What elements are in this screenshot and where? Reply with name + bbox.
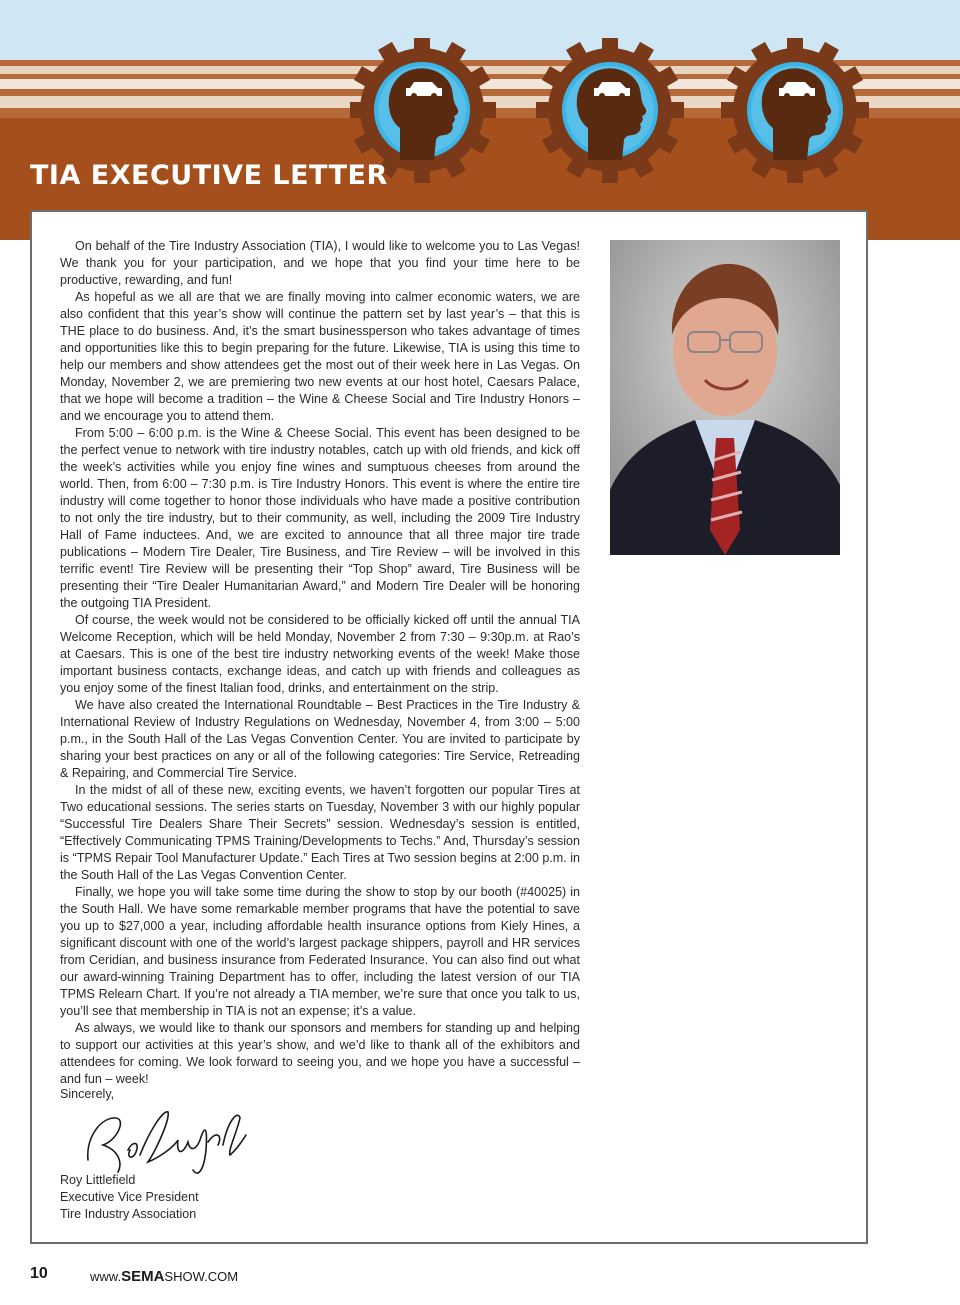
signatory-name: Roy Littlefield xyxy=(60,1173,136,1187)
closing-salutation: Sincerely, xyxy=(60,1087,115,1101)
letter-paragraph: On behalf of the Tire Industry Association (TIA), I would like to welcome you to Las Vegas! We thank you for your participation, and we hope that you find your time here to be productive, rewarding, and fun! xyxy=(60,239,580,287)
page-number: 10 xyxy=(30,1265,48,1282)
signatory-organization: Tire Industry Association xyxy=(60,1207,197,1221)
site-url[interactable] xyxy=(90,1268,238,1285)
page-title: TIA EXECUTIVE LETTER xyxy=(30,160,388,191)
page-footer xyxy=(30,1265,239,1285)
gear-head-icon xyxy=(721,38,869,183)
letter-body xyxy=(60,238,580,1088)
signatory-title: Executive Vice President xyxy=(60,1190,199,1204)
letter-paragraph: As hopeful as we all are that we are finally moving into calmer economic waters, we are also confident that this year’s show will continue the pattern set by last year’s – that this is THE place to do business. And, it’s the smart businessperson who takes advantage of times and opportunities like this to begin preparing for the future. Likewise, TIA is using this time to help our members and show attendees get the most out of their week here in Las Vegas. On Monday, November 2, we are premiering two new events at our host hotel, Caesars Palace, that we hope will become a tradition – the Wine & Cheese Social and Tire Industry Honors – and we encourage you to attend them. xyxy=(60,290,580,423)
letter-paragraph: In the midst of all of these new, exciting events, we haven’t forgotten our popular Tires at Two educational sessions. The series starts on Tuesday, November 3 with our highly popular “Successful Tire Dealers Share Their Secrets” session. Wednesday’s session is entitled, “Effectively Communicating TPMS Training/Developments to Techs.” And, Thursday’s session is “TPMS Repair Tool Manufacturer Update.” Each Tires at Two session begins at 2:00 p.m. in the South Hall of the Las Vegas Convention Center. xyxy=(60,783,580,882)
gear-logos xyxy=(350,38,870,183)
signatory-block xyxy=(60,1172,199,1223)
letter-paragraph: Of course, the week would not be considered to be officially kicked off until the annual TIA Welcome Reception, which will be held Monday, November 2 from 7:30 – 9:30p.m. at Rao’s at Caesars. This is one of the best tire industry networking events of the week! Make those important business contacts, exchange ideas, and catch up with friends and colleagues as you enjoy some of the finest Italian food, drinks, and entertainment on the strip. xyxy=(60,613,580,695)
letter-paragraph: Finally, we hope you will take some time during the show to stop by our booth (#40025) in the South Hall. We have some remarkable member programs that have the potential to save you up to $27,000 a year, including affordable health insurance options from Kiely Hines, a significant discount with one of the world’s largest package shippers, payroll and HR services from Ceridian, and business insurance from Federated Insurance. You can also find out what our award-winning Training Department has to offer, including the latest version of our TIA TPMS Relearn Chart. If you’re not already a TIA member, we’re sure that once you talk to us, you’ll see that membership in TIA is not an expense; it’s a value. xyxy=(60,885,580,1018)
letter-paragraph: As always, we would like to thank our sponsors and members for standing up and helping to support our activities at this year’s show, and we’d like to thank all of the exhibitors and attendees for coming. We look forward to seeing you, and we hope you have a successful – and fun – week! xyxy=(60,1021,580,1086)
letter-paragraph: From 5:00 – 6:00 p.m. is the Wine & Cheese Social. This event has been designed to be the perfect venue to network with tire industry notables, catch up with old friends, and kick off the week’s activities while you enjoy fine wines and sumptuous cheeses from around the world. Then, from 6:00 – 7:30 p.m. is Tire Industry Honors. This event is where the entire tire industry will come together to honor those individuals who have made a positive contribution to not only the tire industry, but to their community, as well, including the 2009 Tire Industry Hall of Fame inductees. And, we are excited to announce that all three major tire trade publications – Modern Tire Dealer, Tire Business, and Tire Review – will be involved in this terrific event! Tire Review will be presenting their “Top Shop” award, Tire Business will be presenting their “Tire Dealer Humanitarian Award,” and Modern Tire Dealer will be honoring the outgoing TIA President. xyxy=(60,426,580,610)
portrait-photo xyxy=(610,240,840,555)
url-rest: SHOW.COM xyxy=(164,1269,239,1284)
url-brand: SEMA xyxy=(121,1268,165,1285)
letter-paragraph: We have also created the International Roundtable – Best Practices in the Tire Industry & International Review of Industry Regulations on Wednesday, November 4, from 3:00 – 5:00 p.m., in the South Hall of the Las Vegas Convention Center. You are invited to participate by sharing your best practices on any or all of the following categories: Tire Service, Retreading & Repairing, and Commercial Tire Service. xyxy=(60,698,580,780)
url-prefix: www. xyxy=(90,1269,122,1284)
gear-head-icon xyxy=(536,38,684,183)
